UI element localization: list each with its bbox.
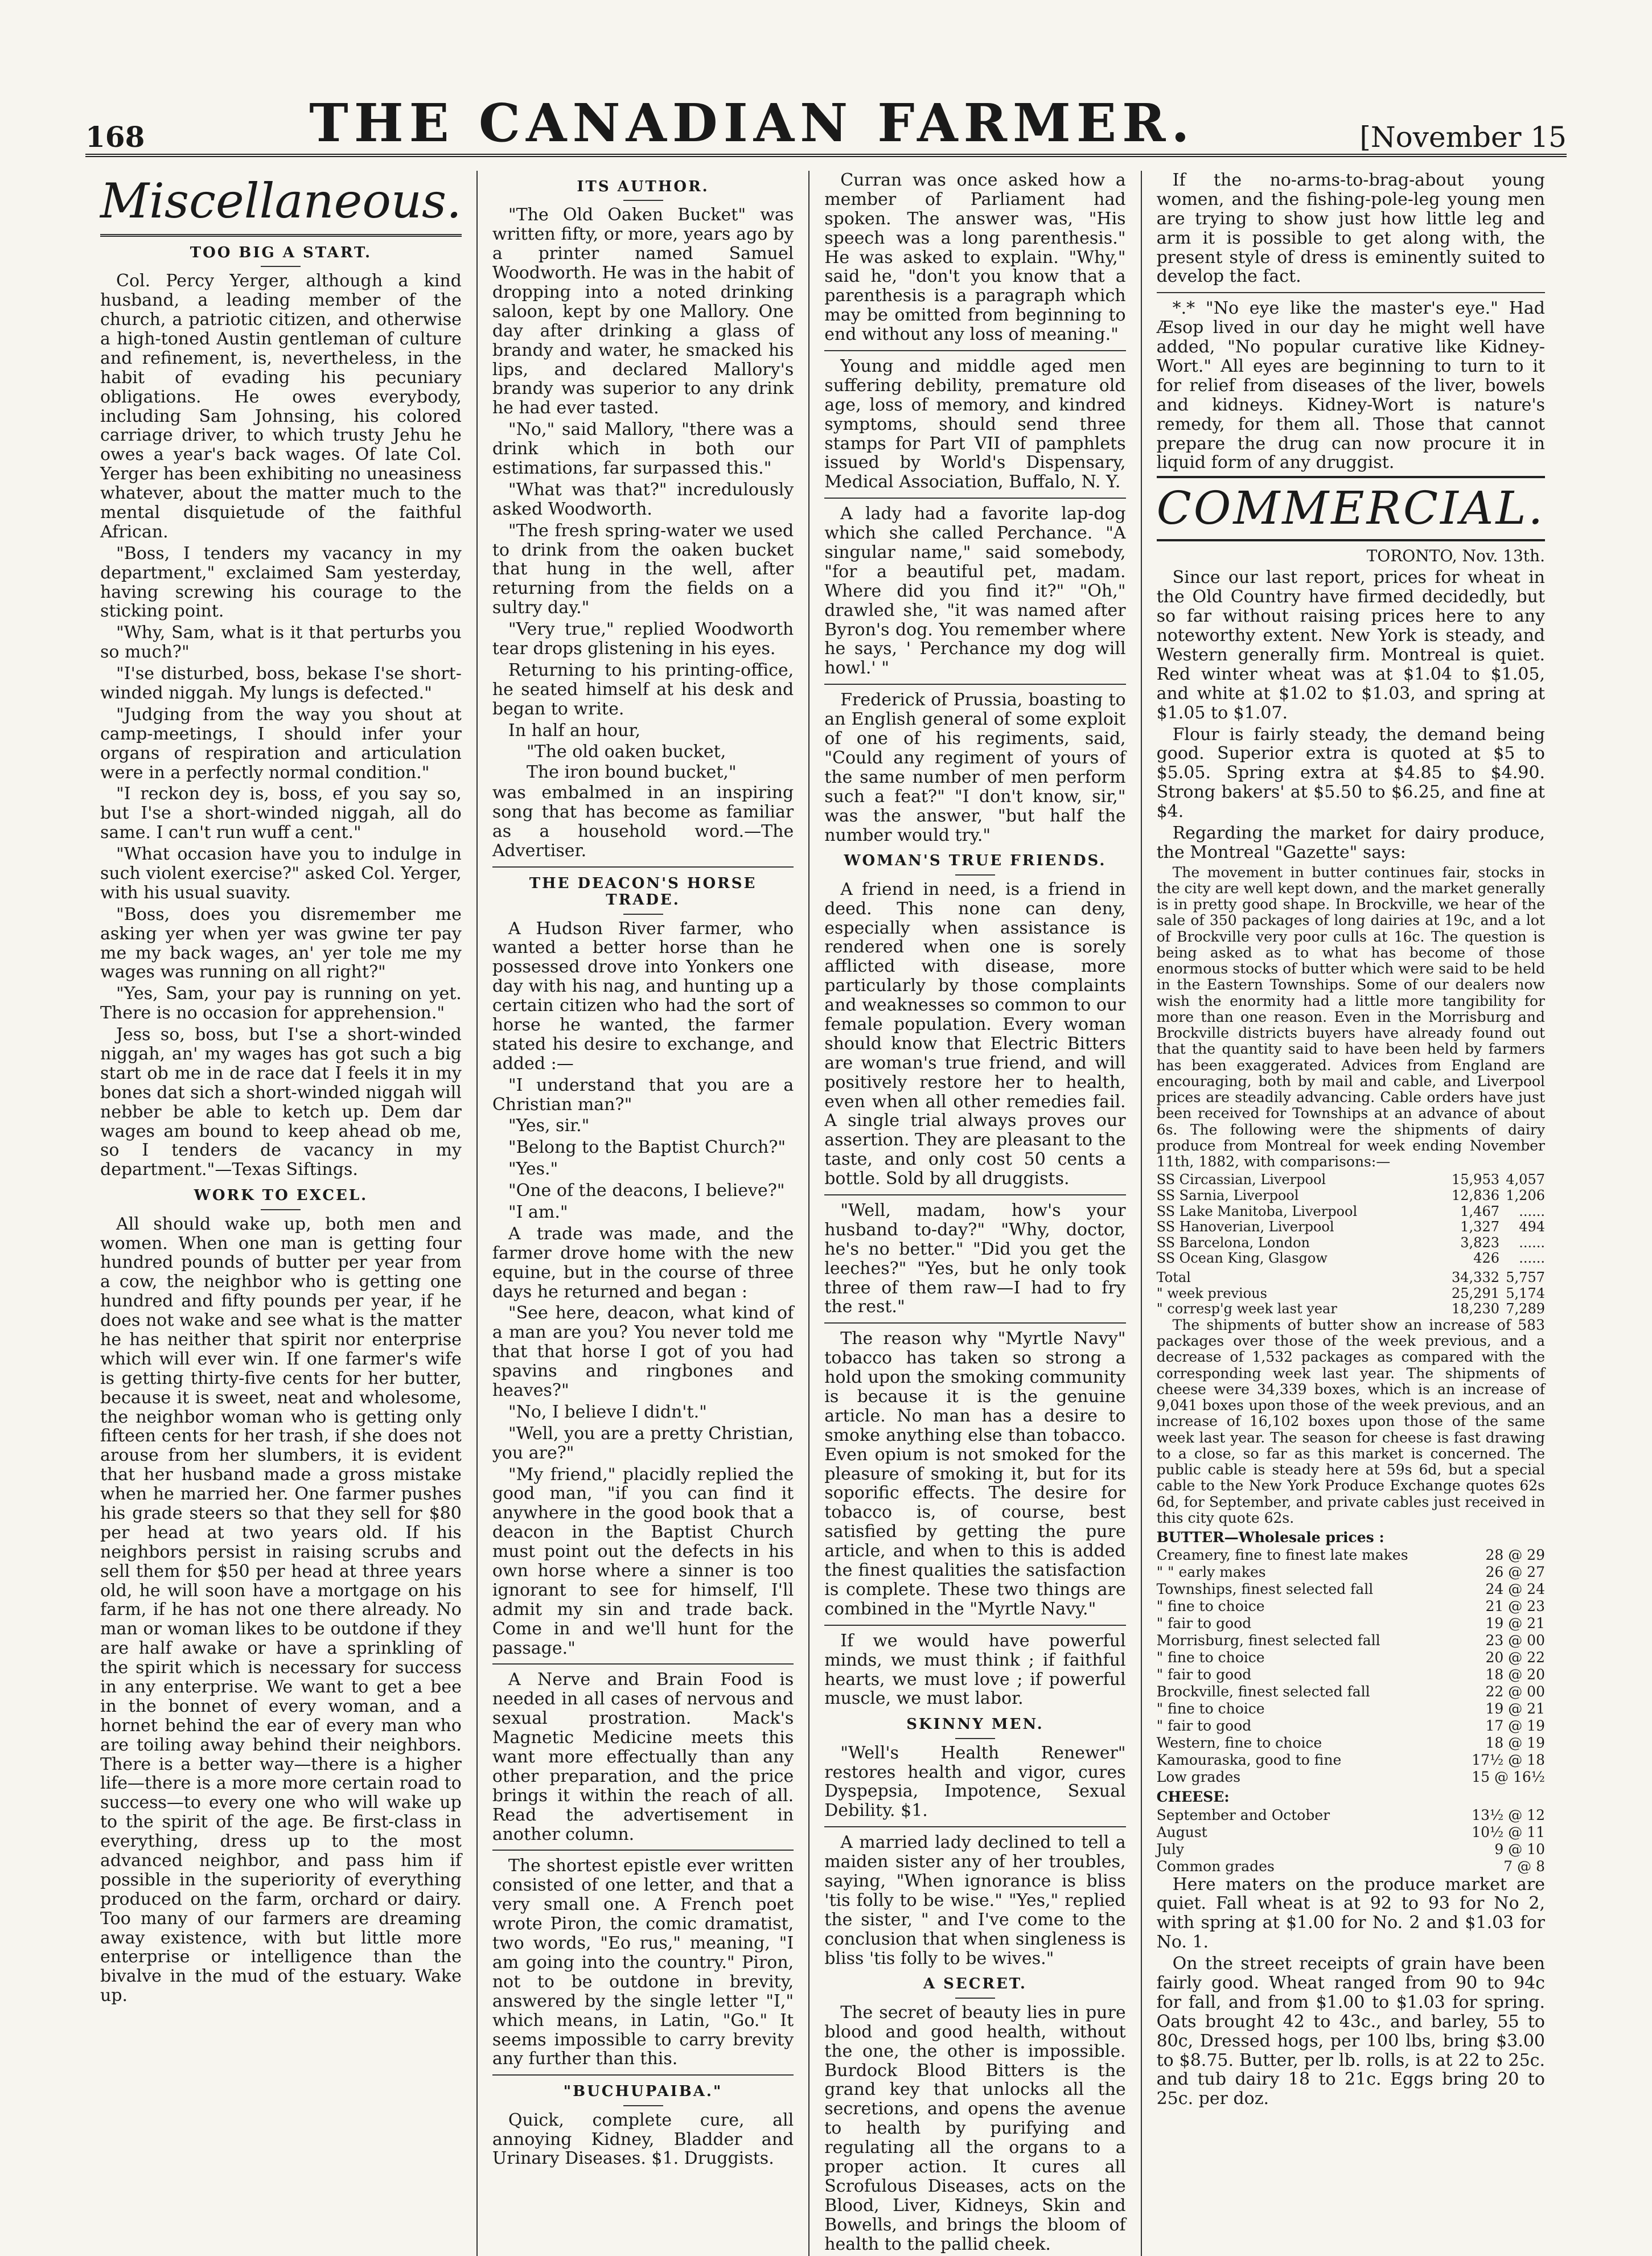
table-cell: July xyxy=(1156,1840,1184,1858)
table-cell: " fair to good xyxy=(1156,1615,1252,1632)
table-cell: SS Lake Manitoba, Liverpool xyxy=(1156,1203,1358,1219)
table-cell: 28 @ 29 xyxy=(1485,1547,1545,1564)
table-cell: Common grades xyxy=(1156,1858,1275,1875)
table-cell: 18,230 xyxy=(1452,1301,1499,1317)
cheese-prices-table xyxy=(1157,1807,1545,1875)
section-heading-miscellaneous: Miscellaneous. xyxy=(100,173,462,229)
table-row xyxy=(1157,1769,1545,1786)
paragraph: "Well, madam, how's your husband to-day?" "Why, doctor, he's no better." "Did you get the leeches?" "Yes, but he only took three of them raw—I had to fry the rest." xyxy=(824,1201,1126,1317)
column-3 xyxy=(809,171,1141,2256)
table-cell: Western, fine to choice xyxy=(1156,1735,1322,1752)
butter-heading: BUTTER—Wholesale prices : xyxy=(1156,1529,1384,1546)
paragraph: A married lady declined to tell a maiden sister any of her troubles, saying, "When ignorance is bliss 'tis folly to be wise." "Yes," replied the sister, " and I've come to the conclusion that when singleness is bliss 'tis folly to be wives." xyxy=(824,1832,1126,1969)
masthead xyxy=(85,85,1567,157)
article-title: ITS AUTHOR. xyxy=(492,179,794,201)
table-row xyxy=(1157,1564,1545,1581)
table-cell: 12,836 xyxy=(1452,1187,1499,1204)
table-row xyxy=(1157,1286,1545,1302)
cheese-heading: CHEESE: xyxy=(1156,1789,1230,1806)
table-row xyxy=(1157,1807,1545,1824)
paragraph: Flour is fairly steady, the demand being good. Superior extra is quoted at $5 to $5.05. Spring extra at $4.85 to $4.90. Strong bakers' at $5.50 to $6.25, and fine at $4. xyxy=(1156,724,1545,822)
table-cell: 25,291 xyxy=(1452,1285,1499,1301)
article-body xyxy=(100,272,462,1180)
paragraph: If the no-arms-to-brag-about young women, and the fishing-pole-leg young men are trying to show just how little leg and arm it is possible to get along with, the present style of dress is eminently suited to develop the fact. xyxy=(1156,170,1545,287)
paragraph: "I reckon dey is, boss, ef you say so, but I'se a short-winded niggah, all do same. I can't run wuff a cent." xyxy=(100,784,462,843)
table-cell: Morrisburg, finest selected fall xyxy=(1156,1632,1380,1649)
paragraph: Here maters on the produce market are quiet. Fall wheat is at 92 to 93 for No 2, with spring at $1.00 for No. 2 and $1.03 for No. 1. xyxy=(1156,1874,1545,1953)
paragraph: "No," said Mallory, "there was a drink which in both our estimations, far surpassed this." xyxy=(492,420,794,478)
table-cell: " corresp'g week last year xyxy=(1156,1301,1337,1317)
paragraph: "Well, you are a pretty Christian, you are?" xyxy=(492,1423,794,1463)
table-cell: " fine to choice xyxy=(1156,1700,1265,1717)
table-row xyxy=(1157,1235,1545,1251)
paragraph: Regarding the market for dairy produce, the Montreal "Gazette" says: xyxy=(1156,823,1545,862)
table-row xyxy=(1157,1615,1545,1632)
table-cell: SS Barcelona, London xyxy=(1156,1234,1310,1251)
paragraph: A trade was made, and the farmer drove home with the new equine, but in the course of three days he returned and began : xyxy=(492,1223,794,1302)
dateline: TORONTO, Nov. 13th. xyxy=(1366,546,1545,565)
table-cell: 426 xyxy=(1473,1250,1499,1267)
table-row xyxy=(1157,1649,1545,1666)
column-1 xyxy=(85,171,478,2256)
paragraph: "Yes." xyxy=(508,1159,558,1180)
table-cell: 4,057 xyxy=(1506,1172,1545,1188)
paragraph: "The Old Oaken Bucket" was written fifty, or more, years ago by a printer named Samuel Woodworth. He was in the habit of dropping into a noted drinking saloon, kept by one Mallory. One day after drinking a glass of brandy and water, he smacked his lips, and declared Mallory's brandy was superior to any drink he had ever tasted. xyxy=(492,205,794,418)
table-cell: " fine to choice xyxy=(1156,1598,1265,1615)
paragraph: "What was that?" incredulously asked Woodworth. xyxy=(492,479,794,519)
table-cell: Kamouraska, good to fine xyxy=(1156,1752,1342,1769)
table-row xyxy=(1157,1666,1545,1683)
table-cell: 10½ @ 11 xyxy=(1472,1823,1545,1840)
table-cell: 19 @ 21 xyxy=(1485,1615,1545,1632)
paragraph: The shipments of butter show an increase of 583 packages over those of the week previous, and a decrease of 1,532 packages as compared with the corresponding week last year. The shipments of cheese were 34,339 boxes, which is an increase of 9,041 boxes upon those of the week previous, and an increase of 16,102 boxes upon those of the same week last year. The season for cheese is fast drawing to a close, so far as this market is concerned. The public cable is steady here at 59s 6d, but a special cable to the New York Produce Exchange quotes 62s 6d, for September, and private cables just received in this city quote 62s. xyxy=(1156,1316,1545,1526)
table-cell: 1,206 xyxy=(1506,1187,1545,1204)
paragraph: "Why, Sam, what is it that perturbs you so much?" xyxy=(100,623,462,663)
table-cell: 26 @ 27 xyxy=(1485,1564,1545,1581)
table-row xyxy=(1157,1251,1545,1267)
column-2 xyxy=(478,171,809,2256)
paragraph: Returning to his printing-office, he seated himself at his desk and began to write. xyxy=(492,660,794,719)
table-cell: ...... xyxy=(1519,1250,1545,1267)
table-row xyxy=(1157,1824,1545,1841)
paragraph: "I am." xyxy=(508,1202,568,1222)
article-title: THE DEACON'S HORSE TRADE. xyxy=(492,876,794,915)
paragraph: All should wake up, both men and women. When one man is getting four hundred pounds of butter per year from a cow, the neighbor who is getting one hundred and fifty pounds per year, if he does not wake and see what is the matter he has neither that spirit nor enterprise which will ever win. If one farmer's wife is getting thirty-five cents for her butter, because it is sweet, neat and wholesome, the neighbor woman who is getting only fifteen cents for her trash, if she does not arouse from her slumbers, it is evident that her husband made a gross mistake when he married her. One farmer pushes his grade steers so that they sell for $80 per head at two years old. If his neighbors persist in raising scrubs and sell them for $50 per head at three years old, he will soon have a mortgage on his farm, if he has not one there already. No man or woman likes to be outdone if they are half awake or have a sprinkling of the spirit which is necessary for success in any enterprise. We want to get a bee in the bonnet of every woman, and a hornet behind the ear of every man who are toiling away behind their neighbors. There is a better way—there is a higher life—there is a more more certain road to success—to every one who will wake up to the spirit of the age. Be first-class in everything, dress up to the most advanced neighbor, and pass him if possible in the superiority of everything produced on the farm, orchard or dairy. Too many of our farmers are dreaming away existence, with but little more enterprise or intelligence than the bivalve in the mud of the estuary. Wake up. xyxy=(100,1214,462,2006)
paragraph: The movement in butter continues fair, stocks in the city are well kept down, and the market generally is in pretty good shape. In Brockville, we hear of the sale of 350 packages of long dairies at 19c, and a lot of Brockville very poor culls at 16c. The question is being asked as to what has become of those enormous stocks of butter which were said to be held in the Eastern Townships. Some of our dealers now wish the enormity had a little more tangibility for more than one reason. Even in the Morrisburg and Brockville districts buyers have already found out that the quantity said to have been held by farmers has been exaggerated. Advices from England are encouraging, both by mail and cable, and Liverpool prices are steadily advancing. Cable orders have just been received for Townships at an advance of about 6s. The following were the shipments of dairy produce from Montreal for week ending November 11th, 1882, with comparisons:— xyxy=(1156,864,1545,1170)
table-cell: 7 @ 8 xyxy=(1503,1858,1545,1875)
issue-date: [November 15 xyxy=(1359,121,1567,154)
paragraph: A friend in need, is a friend in deed. This none can deny, especially when assistance is rendered when one is sorely afflicted with disease, more particularly by those complaints and weaknesses so common to our female population. Every woman should know that Electric Bitters are woman's true friend, and will positively restore her to health, even when all other remedies fail. A single trial always proves our assertion. They are pleasant to the taste, and only cost 50 cents a bottle. Sold by all druggists. xyxy=(824,879,1126,1189)
article-body xyxy=(492,206,794,740)
paragraph: "No, I believe I didn't." xyxy=(508,1402,707,1422)
paragraph: "See here, deacon, what kind of a man are you? You never told me that that horse I got of you had spavins and ringbones and heaves?" xyxy=(492,1303,794,1400)
paragraph: "Judging from the way you shout at camp-meetings, I should infer your organs of respiration and articulation were in a perfectly normal condition." xyxy=(100,704,462,783)
table-row xyxy=(1157,1683,1545,1700)
table-row xyxy=(1157,1547,1545,1564)
table-cell: 494 xyxy=(1519,1219,1545,1235)
paragraph: Jess so, boss, but I'se a short-winded niggah, an' my wages has got such a big start ob me in de race dat I feels it in my bones dat sich a short-winded niggah will nebber be able to ketch up. Dem dar wages am bound to keep ahead ob me, so I tenders de vacancy in my department."—Texas Siftings. xyxy=(100,1025,462,1180)
paragraph: A lady had a favorite lap-dog which she called Perchance. "A singular name," said somebody, "for a beautiful pet, madam. Where did you find it?" "Oh," drawled she, "it was named after Byron's dog. You remember where he says, ' Perchance my dog will howl.' " xyxy=(824,504,1126,679)
paragraph: "The fresh spring-water we used to drink from the oaken bucket that hung in the well, after returning from the fields on a sultry day." xyxy=(492,520,794,618)
table-cell: " fair to good xyxy=(1156,1666,1252,1683)
table-cell: 1,467 xyxy=(1460,1203,1499,1219)
paragraph: "One of the deacons, I believe?" xyxy=(508,1181,785,1201)
section-heading-commercial: COMMERCIAL. xyxy=(1157,476,1545,541)
article-title: SKINNY MEN. xyxy=(824,1716,1125,1739)
paragraph: If we would have powerful minds, we must think ; if faithful hearts, we must love ; if powerful muscle, we must labor. xyxy=(824,1630,1126,1709)
verse-line: The iron bound bucket," xyxy=(526,762,737,783)
table-cell: 20 @ 22 xyxy=(1485,1649,1545,1666)
table-cell: 34,332 xyxy=(1452,1269,1499,1286)
table-row xyxy=(1157,1204,1545,1220)
table-row xyxy=(1157,1717,1545,1735)
table-row xyxy=(1157,1632,1545,1649)
table-cell: 19 @ 21 xyxy=(1485,1700,1545,1717)
table-row xyxy=(1157,1735,1545,1752)
table-cell: 17 @ 19 xyxy=(1485,1717,1545,1735)
table-row xyxy=(1157,1700,1545,1717)
table-row xyxy=(1157,1598,1545,1615)
table-cell: 22 @ 00 xyxy=(1485,1683,1545,1700)
column-4 xyxy=(1142,171,1560,2256)
table-cell: SS Circassian, Liverpool xyxy=(1156,1172,1326,1188)
paragraph: *.* "No eye like the master's eye." Had Æsop lived in our day he might well have added, "No popular curative like Kidney-Wort." All eyes are beginning to turn to it for relief from diseases of the liver, bowels and kidneys. Kidney-Wort is nature's remedy, for them all. Those that cannot prepare the drug can now procure it in liquid form of any druggist. xyxy=(1156,298,1545,473)
shipments-totals xyxy=(1157,1270,1545,1317)
article-title: "BUCHUPAIBA." xyxy=(492,2084,794,2106)
table-row xyxy=(1157,1301,1545,1317)
paragraph: "Yes, sir." xyxy=(508,1116,590,1136)
paragraph: Curran was once asked how a member of Parliament had spoken. The answer was, "His speech was a long parenthesis." He was asked to explain. "Why," said he, "don't you know that a parenthesis is a paragraph which may be omitted from beginning to end without any loss of meaning." xyxy=(824,170,1126,345)
table-cell: SS Ocean King, Glasgow xyxy=(1156,1250,1328,1267)
paragraph: A Hudson River farmer, who wanted a better horse than he possessed drove into Yonkers one day with his nag, and hunting up a certain citizen who had the sort of horse he wanted, the farmer stated his desire to exchange, and added :— xyxy=(492,918,794,1074)
paragraph: A Nerve and Brain Food is needed in all cases of nervous and sexual prostration. Mack's Magnetic Medicine meets this want more effectually than any other preparation, and the price brings it within the reach of all. Read the advertisement in another column. xyxy=(492,1670,794,1844)
newspaper-title: THE CANADIAN FARMER. xyxy=(309,92,1195,154)
table-row xyxy=(1157,1270,1545,1286)
table-cell: ...... xyxy=(1519,1203,1545,1219)
paragraph: The secret of beauty lies in pure blood and good health, without the one, the other is impossible. Burdock Blood Bitters is the grand key that unlocks all the secretions, and opens the avenue to health by purifying and regulating all the organs to a proper action. It cures all Scrofulous Diseases, acts on the Blood, Liver, Kidneys, Skin and Bowells, and brings the bloom of health to the pallid cheek. xyxy=(824,2002,1126,2254)
page-number: 168 xyxy=(85,120,145,154)
table-cell: 15 @ 16½ xyxy=(1472,1769,1545,1786)
table-cell: " " early makes xyxy=(1156,1564,1266,1581)
table-cell: " fine to choice xyxy=(1156,1649,1265,1666)
table-cell: 17½ @ 18 xyxy=(1472,1752,1545,1769)
table-cell: Townships, finest selected fall xyxy=(1156,1581,1374,1598)
table-cell: 5,174 xyxy=(1506,1285,1545,1301)
paragraph: "My friend," placidly replied the good man, "if you can find it anywhere in the good book that a deacon in the Baptist Church must point out the defects in his own horse where a sinner is too ignorant to see for himself, I'll admit my sin and trade back. Come in and we'll hunt for the passage." xyxy=(492,1464,794,1658)
paragraph: Col. Percy Yerger, although a kind husband, a leading member of the church, a patriotic citizen, and otherwise a high-toned Austin gentleman of culture and refinement, is, nevertheless, in the habit of evading his pecuniary obligations. He owes everybody, including Sam Johnsing, his colored carriage driver, to which trusty Jehu he owes a year's back wages. Of late Col. Yerger has been exhibiting no uneasiness whatever, about the matter much to the mental disquietude of the faithful African. xyxy=(100,271,462,542)
paragraph: "Boss, I tenders my vacancy in my department," exclaimed Sam yesterday, having screwing his courage to the sticking point. xyxy=(100,543,462,622)
paragraph: "Yes, Sam, your pay is running on yet. There is no occasion for apprehension." xyxy=(100,984,462,1024)
table-cell: Creamery, fine to finest late makes xyxy=(1156,1547,1408,1564)
paragraph: In half an hour, xyxy=(508,720,641,741)
article-title: WORK TO EXCEL. xyxy=(100,1187,462,1210)
table-cell: Total xyxy=(1156,1269,1191,1286)
table-row xyxy=(1157,1188,1545,1204)
paragraph: "I understand that you are a Christian man?" xyxy=(492,1075,794,1115)
table-cell: " week previous xyxy=(1156,1285,1267,1301)
article-title: WOMAN'S TRUE FRIENDS. xyxy=(824,853,1125,875)
table-row xyxy=(1157,1858,1545,1875)
paragraph: Young and middle aged men suffering debility, premature old age, loss of memory, and kindred symptoms, should send three stamps for Part VII of pamphlets issued by World's Dispensary, Medical Association, Buffalo, N. Y. xyxy=(824,356,1126,492)
article-title: A SECRET. xyxy=(824,1976,1125,1998)
article-title: TOO BIG A START. xyxy=(100,245,462,267)
table-cell: Low grades xyxy=(1156,1769,1241,1786)
table-cell: 15,953 xyxy=(1452,1172,1499,1188)
paragraph: "I'se disturbed, boss, bekase I'se short-winded niggah. My lungs is defected." xyxy=(100,664,462,703)
table-row xyxy=(1157,1841,1545,1858)
table-row xyxy=(1157,1172,1545,1188)
table-cell: September and October xyxy=(1156,1806,1330,1823)
table-cell: ...... xyxy=(1519,1234,1545,1251)
paragraph: "Boss, does you disremember me asking yer when yer was gwine ter pay me my back wages, an' yer tole me my wages was running on all right?" xyxy=(100,904,462,983)
shipments-table xyxy=(1157,1172,1545,1267)
table-cell: SS Hanoverian, Liverpool xyxy=(1156,1219,1334,1235)
paragraph: "What occasion have you to indulge in such violent exercise?" asked Col. Yerger, with his usual suavity. xyxy=(100,844,462,903)
paragraph: Quick, complete cure, all annoying Kidney, Bladder and Urinary Diseases. $1. Druggists. xyxy=(492,2110,794,2169)
table-cell: 3,823 xyxy=(1460,1234,1499,1251)
paragraph: Since our last report, prices for wheat in the Old Country have firmed decidedly, but so far without raising prices here to any noteworthy extent. New York is steady, and Western generally firm. Montreal is quiet. Red winter wheat was at $1.04 to $1.05, and white at $1.02 to $1.03, and spring at $1.05 to $1.07. xyxy=(1156,568,1545,723)
paragraph: was embalmed in an inspiring song that has become as familiar as a household word.—The Advertiser. xyxy=(492,783,794,861)
table-cell: 5,757 xyxy=(1506,1269,1545,1286)
table-cell: 24 @ 24 xyxy=(1485,1581,1545,1598)
paragraph: The reason why "Myrtle Navy" tobacco has taken so strong a hold upon the smoking community is because it is the genuine article. No man has a desire to smoke anything else than tobacco. Even opium is not smoked for the pleasure of smoking it, but for its soporific effects. The desire for tobacco is, of course, best satisfied by getting the pure article, and when to this is added the finest qualities the satisfaction is complete. These two things are combined in the "Myrtle Navy." xyxy=(824,1329,1126,1619)
table-cell: 9 @ 10 xyxy=(1494,1840,1545,1858)
paragraph: The shortest epistle ever written consisted of one letter, and that a very small one. A French poet wrote Piron, the comic dramatist, two words, "Eo rus," meaning, "I am going into the country." Piron, not to be outdone in brevity, answered by the single letter "I," which means, in Latin, "Go." It seems impossible to carry brevity any further than this. xyxy=(492,1856,794,2069)
table-row xyxy=(1157,1581,1545,1598)
table-cell: 21 @ 23 xyxy=(1485,1598,1545,1615)
table-cell: SS Sarnia, Liverpool xyxy=(1156,1187,1299,1204)
paragraph: "Very true," replied Woodworth tear drops glistening in his eyes. xyxy=(492,619,794,659)
article-body xyxy=(492,919,794,1658)
table-cell: August xyxy=(1156,1823,1207,1840)
paragraph: On the street receipts of grain have been fairly good. Wheat ranged from 90 to 94c for fall, and from $1.00 to $1.03 for spring. Oats brought 42 to 43c., and barley, 55 to 80c, Dressed hogs, per 100 lbs, bring $3.00 to $8.75. Butter, per lb. rolls, is at 22 to 25c. and tub dairy 18 to 21c. Eggs bring 20 to 25c. per doz. xyxy=(1156,1954,1545,2109)
paragraph: "Belong to the Baptist Church?" xyxy=(508,1137,786,1158)
table-row xyxy=(1157,1752,1545,1769)
verse-line: "The old oaken bucket, xyxy=(526,742,726,762)
table-cell: 1,327 xyxy=(1460,1219,1499,1235)
table-cell: 7,289 xyxy=(1506,1301,1545,1317)
table-cell: 18 @ 20 xyxy=(1485,1666,1545,1683)
table-cell: 23 @ 00 xyxy=(1485,1632,1545,1649)
table-cell: 18 @ 19 xyxy=(1485,1735,1545,1752)
table-cell: 13½ @ 12 xyxy=(1472,1806,1545,1823)
table-cell: Brockville, finest selected fall xyxy=(1156,1683,1370,1700)
paragraph: "Well's Health Renewer" restores health and vigor, cures Dyspepsia, Impotence, Sexual Debility. $1. xyxy=(824,1743,1126,1821)
butter-prices-table xyxy=(1157,1547,1545,1786)
table-row xyxy=(1157,1219,1545,1235)
paragraph: Frederick of Prussia, boasting to an English general of some exploit of one of his regiments, said, "Could any regiment of yours of the same number of men perform such a feat?" "I don't know, sir," was the answer, "but half the number would try." xyxy=(824,690,1126,845)
article-body xyxy=(100,1215,462,2006)
article-columns xyxy=(85,170,1560,2254)
table-cell: " fair to good xyxy=(1156,1717,1252,1735)
